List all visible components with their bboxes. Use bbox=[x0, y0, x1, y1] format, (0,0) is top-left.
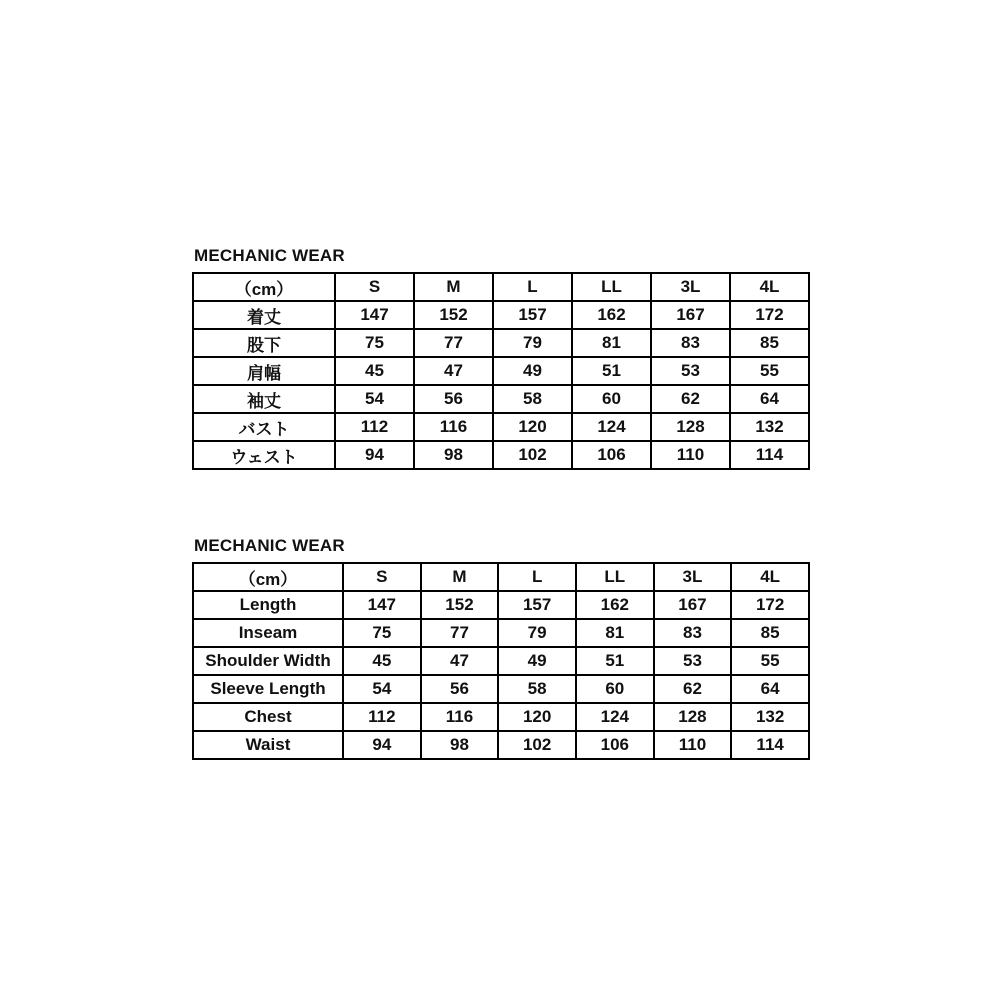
measurement-value-cell: 47 bbox=[421, 647, 499, 675]
measurement-value-cell: 157 bbox=[493, 301, 572, 329]
unit-header-cell: （cm） bbox=[193, 563, 343, 591]
measurement-value-cell: 128 bbox=[651, 413, 730, 441]
size-column-header-cell: 3L bbox=[651, 273, 730, 301]
measurement-value-cell: 45 bbox=[335, 357, 414, 385]
measurement-value-cell: 110 bbox=[654, 731, 732, 759]
measurement-value-cell: 102 bbox=[498, 731, 576, 759]
measurement-value-cell: 79 bbox=[498, 619, 576, 647]
measurement-value-cell: 147 bbox=[343, 591, 421, 619]
measurement-value-cell: 83 bbox=[651, 329, 730, 357]
measurement-value-cell: 110 bbox=[651, 441, 730, 469]
measurement-value-cell: 94 bbox=[335, 441, 414, 469]
measurement-value-cell: 75 bbox=[335, 329, 414, 357]
measurement-value-cell: 47 bbox=[414, 357, 493, 385]
measurement-row bbox=[193, 703, 809, 731]
measurement-row bbox=[193, 731, 809, 759]
measurement-value-cell: 128 bbox=[654, 703, 732, 731]
measurement-value-cell: 85 bbox=[731, 619, 809, 647]
measurement-row bbox=[193, 591, 809, 619]
size-chart-section-japanese bbox=[192, 246, 812, 470]
measurement-row bbox=[193, 647, 809, 675]
measurement-value-cell: 162 bbox=[572, 301, 651, 329]
size-column-header-cell: 4L bbox=[730, 273, 809, 301]
size-chart-title: MECHANIC WEAR bbox=[194, 536, 345, 555]
measurement-row bbox=[193, 357, 809, 385]
measurement-row bbox=[193, 619, 809, 647]
measurement-label-cell: バスト bbox=[193, 413, 335, 441]
size-column-header-cell: M bbox=[421, 563, 499, 591]
measurement-value-cell: 62 bbox=[654, 675, 732, 703]
measurement-value-cell: 124 bbox=[572, 413, 651, 441]
size-column-header-cell: S bbox=[343, 563, 421, 591]
measurement-value-cell: 56 bbox=[421, 675, 499, 703]
measurement-value-cell: 64 bbox=[730, 385, 809, 413]
measurement-label-cell: 股下 bbox=[193, 329, 335, 357]
measurement-value-cell: 51 bbox=[576, 647, 654, 675]
measurement-value-cell: 62 bbox=[651, 385, 730, 413]
measurement-row bbox=[193, 675, 809, 703]
header-row bbox=[193, 273, 809, 301]
size-column-header-cell: 4L bbox=[731, 563, 809, 591]
measurement-label-cell: Waist bbox=[193, 731, 343, 759]
measurement-value-cell: 49 bbox=[493, 357, 572, 385]
measurement-value-cell: 112 bbox=[335, 413, 414, 441]
measurement-label-cell: Chest bbox=[193, 703, 343, 731]
measurement-value-cell: 102 bbox=[493, 441, 572, 469]
size-column-header-cell: S bbox=[335, 273, 414, 301]
measurement-row bbox=[193, 441, 809, 469]
measurement-label-cell: 肩幅 bbox=[193, 357, 335, 385]
measurement-label-cell: ウェスト bbox=[193, 441, 335, 469]
measurement-value-cell: 124 bbox=[576, 703, 654, 731]
measurement-value-cell: 49 bbox=[498, 647, 576, 675]
size-chart-title: MECHANIC WEAR bbox=[194, 246, 345, 265]
measurement-value-cell: 167 bbox=[654, 591, 732, 619]
measurement-label-cell: 袖丈 bbox=[193, 385, 335, 413]
measurement-value-cell: 83 bbox=[654, 619, 732, 647]
measurement-value-cell: 98 bbox=[414, 441, 493, 469]
measurement-value-cell: 116 bbox=[414, 413, 493, 441]
measurement-value-cell: 94 bbox=[343, 731, 421, 759]
size-column-header-cell: LL bbox=[572, 273, 651, 301]
measurement-value-cell: 172 bbox=[731, 591, 809, 619]
measurement-label-cell: Length bbox=[193, 591, 343, 619]
measurement-value-cell: 85 bbox=[730, 329, 809, 357]
measurement-value-cell: 54 bbox=[335, 385, 414, 413]
measurement-value-cell: 152 bbox=[421, 591, 499, 619]
measurement-value-cell: 172 bbox=[730, 301, 809, 329]
measurement-value-cell: 56 bbox=[414, 385, 493, 413]
measurement-value-cell: 81 bbox=[576, 619, 654, 647]
measurement-row bbox=[193, 329, 809, 357]
measurement-row bbox=[193, 301, 809, 329]
measurement-value-cell: 77 bbox=[414, 329, 493, 357]
size-column-header-cell: L bbox=[498, 563, 576, 591]
measurement-value-cell: 147 bbox=[335, 301, 414, 329]
measurement-label-cell: Shoulder Width bbox=[193, 647, 343, 675]
measurement-value-cell: 167 bbox=[651, 301, 730, 329]
measurement-value-cell: 106 bbox=[576, 731, 654, 759]
measurement-value-cell: 120 bbox=[493, 413, 572, 441]
measurement-value-cell: 98 bbox=[421, 731, 499, 759]
measurement-value-cell: 114 bbox=[731, 731, 809, 759]
measurement-value-cell: 60 bbox=[572, 385, 651, 413]
measurement-value-cell: 162 bbox=[576, 591, 654, 619]
measurement-label-cell: Sleeve Length bbox=[193, 675, 343, 703]
measurement-value-cell: 55 bbox=[731, 647, 809, 675]
measurement-row bbox=[193, 385, 809, 413]
measurement-value-cell: 54 bbox=[343, 675, 421, 703]
measurement-value-cell: 81 bbox=[572, 329, 651, 357]
measurement-value-cell: 60 bbox=[576, 675, 654, 703]
measurement-value-cell: 58 bbox=[498, 675, 576, 703]
measurement-label-cell: 着丈 bbox=[193, 301, 335, 329]
measurement-value-cell: 114 bbox=[730, 441, 809, 469]
measurement-value-cell: 132 bbox=[730, 413, 809, 441]
measurement-value-cell: 157 bbox=[498, 591, 576, 619]
measurement-value-cell: 116 bbox=[421, 703, 499, 731]
size-chart-table-english bbox=[192, 562, 810, 760]
measurement-value-cell: 132 bbox=[731, 703, 809, 731]
measurement-value-cell: 53 bbox=[651, 357, 730, 385]
size-chart-table-japanese bbox=[192, 272, 810, 470]
measurement-value-cell: 64 bbox=[731, 675, 809, 703]
measurement-value-cell: 55 bbox=[730, 357, 809, 385]
size-chart-section-english bbox=[192, 536, 812, 760]
size-column-header-cell: LL bbox=[576, 563, 654, 591]
measurement-label-cell: Inseam bbox=[193, 619, 343, 647]
size-column-header-cell: 3L bbox=[654, 563, 732, 591]
size-column-header-cell: M bbox=[414, 273, 493, 301]
size-column-header-cell: L bbox=[493, 273, 572, 301]
measurement-row bbox=[193, 413, 809, 441]
measurement-value-cell: 120 bbox=[498, 703, 576, 731]
measurement-value-cell: 152 bbox=[414, 301, 493, 329]
measurement-value-cell: 75 bbox=[343, 619, 421, 647]
measurement-value-cell: 53 bbox=[654, 647, 732, 675]
measurement-value-cell: 51 bbox=[572, 357, 651, 385]
measurement-value-cell: 77 bbox=[421, 619, 499, 647]
unit-header-cell: （cm） bbox=[193, 273, 335, 301]
measurement-value-cell: 112 bbox=[343, 703, 421, 731]
measurement-value-cell: 106 bbox=[572, 441, 651, 469]
measurement-value-cell: 79 bbox=[493, 329, 572, 357]
measurement-value-cell: 45 bbox=[343, 647, 421, 675]
measurement-value-cell: 58 bbox=[493, 385, 572, 413]
header-row bbox=[193, 563, 809, 591]
